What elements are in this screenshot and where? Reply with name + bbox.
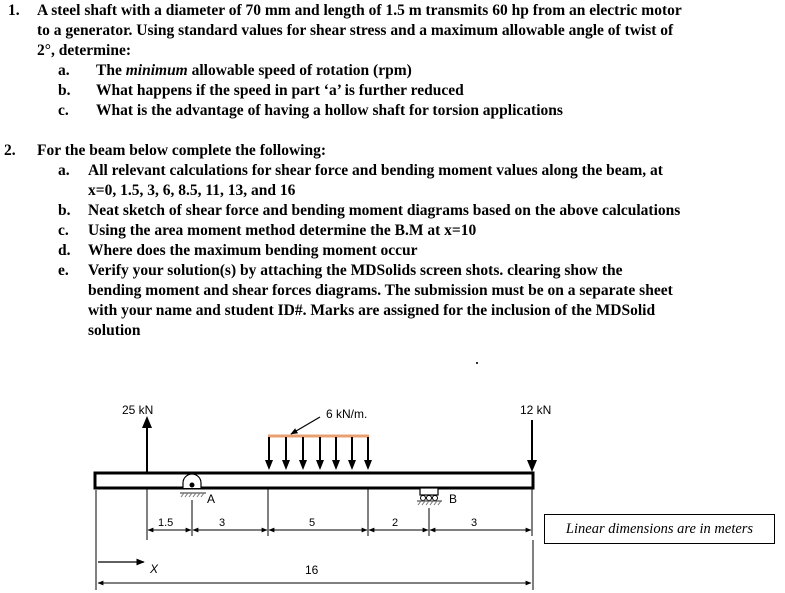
load-right-arrow: [527, 420, 537, 472]
q1-item-a-em: minimum: [125, 62, 188, 79]
q2-number: 2.: [4, 142, 16, 159]
x-axis-label: X: [150, 562, 159, 576]
support-b-label: B: [449, 492, 458, 506]
dim-label-5: 3: [471, 517, 478, 529]
dim-label-2: 3: [219, 517, 226, 529]
q2-item-a-line-2: x=0, 1.5, 3, 6, 8.5, 11, 13, and 16: [88, 182, 296, 199]
q1-item-b-label: b.: [58, 82, 71, 99]
q2-item-e-line-2: bending moment and shear forces diagrams. The submission must be on a separate sheet: [88, 282, 673, 299]
q2-intro: For the beam below complete the following:: [37, 142, 326, 159]
q2-item-d-line-1: Where does the maximum bending moment occur: [88, 242, 418, 259]
q2-item-b-line-1: Neat sketch of shear force and bending moment diagrams based on the above calculations: [88, 202, 681, 219]
dim-label-4: 2: [392, 517, 399, 529]
units-note: Linear dimensions are in meters: [544, 514, 775, 544]
q1-item-c-label: c.: [58, 102, 69, 119]
load-left-arrow: [142, 416, 152, 472]
q2-item-a-label: a.: [58, 162, 70, 179]
load-right-label: 12 kN: [520, 403, 552, 417]
q1-number: 1.: [8, 2, 20, 19]
q1-line-2: to a generator. Using standard values for shear stress and a maximum allowable angle of twist of: [37, 22, 674, 39]
q1-item-a-label: a.: [58, 62, 70, 79]
load-dist-label: 6 kN/m.: [326, 407, 368, 421]
q2-item-e-label: e.: [58, 262, 69, 279]
beam: [95, 473, 533, 488]
q1-item-b: What happens if the speed in part ‘a’ is further reduced: [96, 82, 464, 99]
total-length-label: 16: [305, 563, 319, 577]
support-a-label: A: [207, 492, 216, 506]
q1-line-3: 2°, determine:: [37, 42, 131, 59]
beam-diagram: [0, 390, 785, 590]
q2-item-e-line-3: with your name and student ID#. Marks are assigned for the inclusion of the MDSolid: [88, 302, 656, 319]
support-b-roller: [417, 488, 442, 505]
q1-item-a-post: allowable speed of rotation (rpm): [187, 62, 412, 79]
distributed-load: [265, 417, 372, 470]
q2-item-e-line-1: Verify your solution(s) by attaching the MDSolids screen shots. clearing show the: [88, 262, 623, 279]
q2-item-d-label: d.: [58, 242, 71, 259]
dim-label-3: 5: [309, 517, 316, 529]
q1-item-a: [96, 61, 412, 81]
q2-item-c-label: c.: [58, 222, 69, 239]
q2-item-a-line-1: All relevant calculations for shear force and bending moment values along the beam, at: [88, 162, 663, 179]
q2-item-c-line-1: Using the area moment method determine the B.M at x=10: [88, 222, 477, 239]
dim-label-1: 1.5: [158, 517, 174, 529]
load-left-label: 25 kN: [122, 403, 154, 417]
q2-item-b-label: b.: [58, 202, 71, 219]
stray-dot: [476, 362, 478, 364]
q2-item-e-line-4: solution: [88, 322, 141, 339]
q1-line-1: A steel shaft with a diameter of 70 mm and length of 1.5 m transmits 60 hp from an electric motor: [37, 2, 682, 19]
q1-item-a-pre: The: [96, 62, 126, 79]
q1-item-c: What is the advantage of having a hollow shaft for torsion applications: [96, 102, 563, 119]
